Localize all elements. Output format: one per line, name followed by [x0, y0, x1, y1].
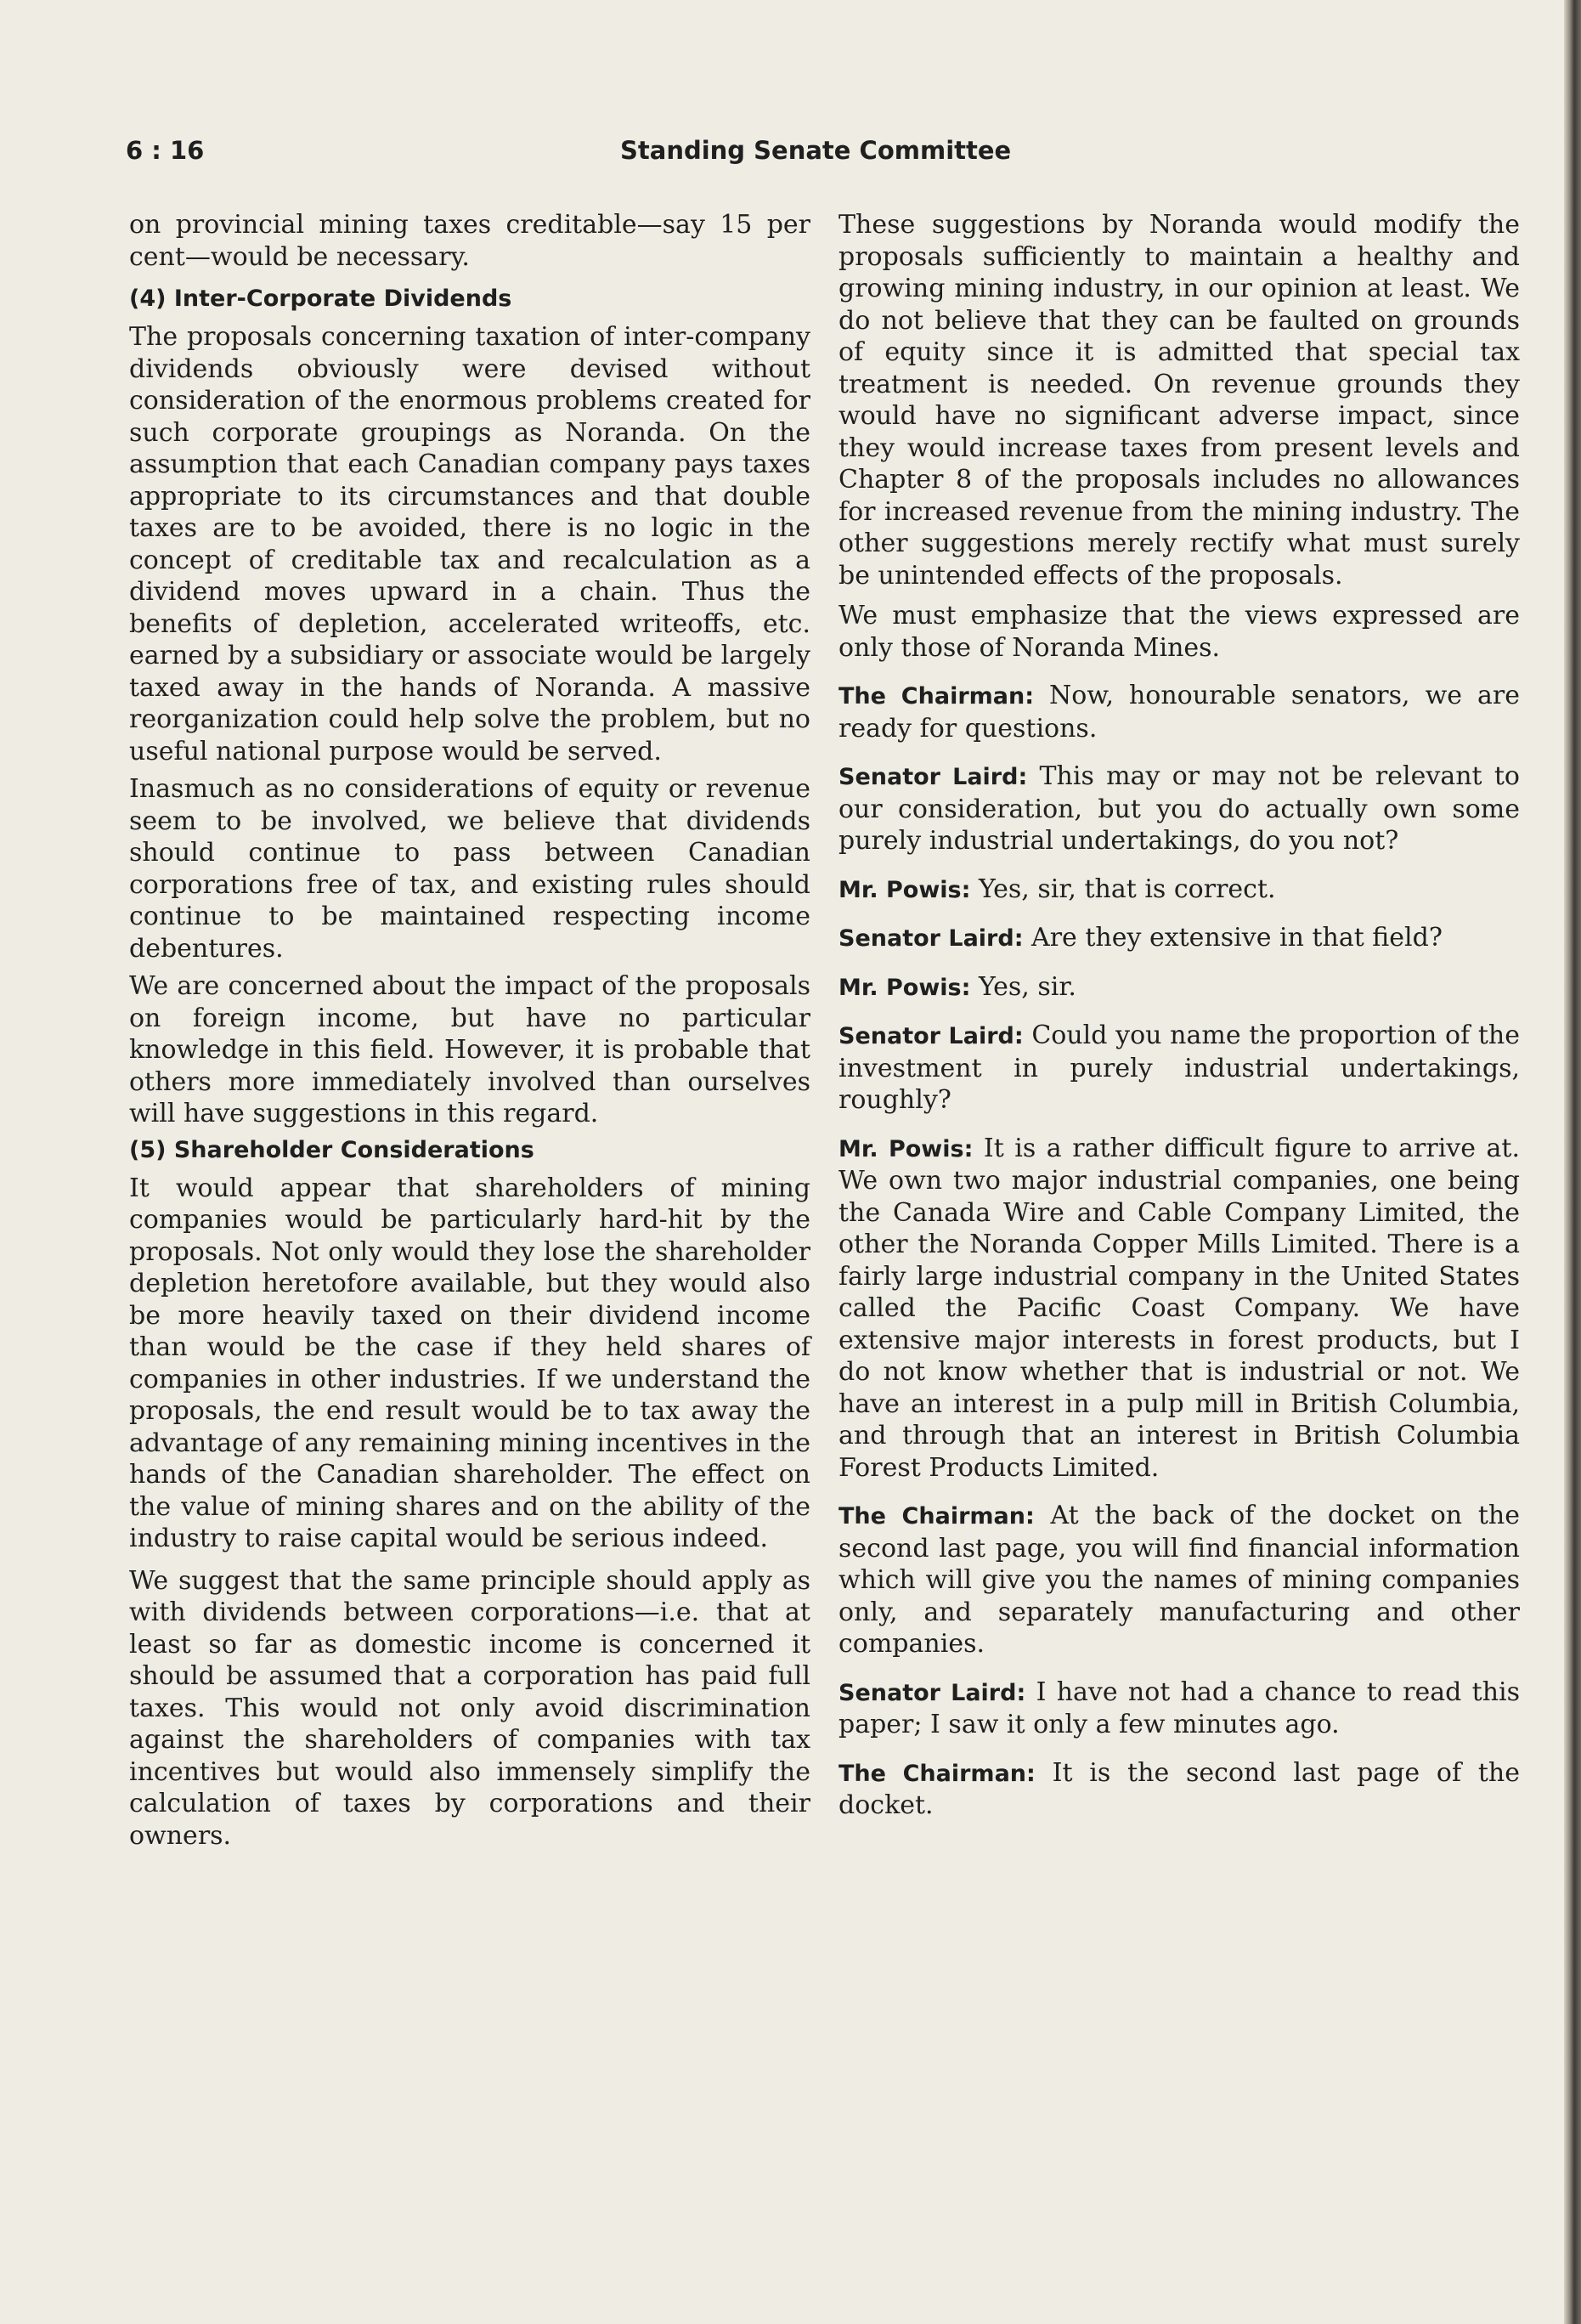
speech-paragraph	[838, 1020, 1520, 1117]
speech-paragraph	[838, 761, 1520, 857]
speech-paragraph	[838, 680, 1520, 744]
speaker-name: The Chairman:	[838, 683, 1035, 710]
speaker-name: Senator Laird:	[838, 1023, 1024, 1049]
speech-text: Now, honourable senators, we are ready for questions.	[838, 681, 1520, 744]
paragraph: It would appear that shareholders of mining companies would be particularly hard-hit by the proposals. Not only would they lose the shareholder depletion heretofore available, but they would also be more heavily taxed on their dividend income than would be the case if they held shares of companies in other industries. If we understand the proposals, the end result would be to tax away the advantage of any remaining mining incentives in the hands of the Canadian shareholder. The effect on the value of mining shares and on the ability of the industry to raise capital would be serious indeed.	[129, 1173, 810, 1553]
speech-paragraph	[838, 1757, 1520, 1822]
running-title: Standing Senate Committee	[620, 136, 1012, 165]
page-header	[126, 136, 1383, 178]
right-column	[838, 209, 1520, 1828]
paragraph: We must emphasize that the views expressed are only those of Noranda Mines.	[838, 601, 1520, 663]
paragraph: The proposals concerning taxation of inter-company dividends obviously were devised without consideration of the enormous problems created for such corporate groupings as Noranda. On the assumption that each Canadian company pays taxes appropriate to its circumstances and that double taxes are to be avoided, there is no logic in the concept of creditable tax and recalculation as a dividend moves upward in a chain. Thus the benefits of depletion, accelerated writeoffs, etc. earned by a subsidiary or associate would be largely taxed away in the hands of Noranda. A massive reorganization could help solve the problem, but no useful national purpose would be served.	[129, 322, 810, 766]
speech-text: This may or may not be relevant to our consideration, but you do actually own some purely industrial undertakings, do you not?	[838, 761, 1520, 856]
speech-paragraph	[838, 1677, 1520, 1741]
speaker-name: Mr. Powis:	[838, 974, 971, 1001]
section-heading: (4) Inter-Corporate Dividends	[129, 286, 512, 312]
speech-text: It is a rather difficult figure to arrive at. We own two major industrial companies, one being the Canada Wire and Cable Company Limited, the other the Noranda Copper Mills Limited. There is a fairly large industrial company in the United States called the Pacific Coast Company. We have extensive major interests in forest products, but I do not know whether that is industrial or not. We have an interest in a pulp mill in British Columbia, and through that an interest in British Columbia Forest Products Limited.	[838, 1133, 1520, 1483]
speech-text: Yes, sir, that is correct.	[978, 874, 1276, 904]
speech-paragraph	[838, 874, 1520, 907]
speaker-name: Mr. Powis:	[838, 876, 971, 903]
speech-text: I have not had a chance to read this paper; I saw it only a few minutes ago.	[838, 1677, 1521, 1739]
speech-paragraph	[838, 922, 1520, 955]
left-column	[129, 209, 810, 1858]
speech-text: At the back of the docket on the second last page, you will find financial information which will give you the names of mining companies only, and separately manufacturing and other companies.	[838, 1501, 1520, 1659]
speech-text: Could you name the proportion of the investment in purely industrial undertakings, roughly?	[838, 1021, 1520, 1115]
section-heading: (5) Shareholder Considerations	[129, 1136, 534, 1163]
speaker-name: Mr. Powis:	[838, 1135, 974, 1162]
page-edge-shadow	[1564, 0, 1581, 2324]
paragraph: Inasmuch as no considerations of equity or revenue seem to be involved, we believe that dividends should continue to pass between Canadian corporations free of tax, and existing rules should continue to be maintained respecting income debentures.	[129, 774, 810, 964]
speech-text: It is the second last page of the docket.	[838, 1757, 1520, 1820]
speaker-name: Senator Laird:	[838, 1679, 1026, 1706]
speaker-name: Senator Laird:	[838, 764, 1028, 790]
speech-paragraph	[838, 1133, 1520, 1484]
speech-paragraph	[838, 971, 1520, 1004]
speech-text: Yes, sir.	[978, 971, 1076, 1002]
speaker-name: Senator Laird:	[838, 925, 1024, 952]
page-number: 6 : 16	[126, 136, 205, 165]
speaker-name: The Chairman:	[838, 1503, 1035, 1530]
speaker-name: The Chairman:	[838, 1760, 1036, 1787]
paragraph: on provincial mining taxes creditable—say 15 per cent—would be necessary.	[129, 210, 810, 272]
paragraph: These suggestions by Noranda would modify the proposals sufficiently to maintain a healthy and growing mining industry, in our opinion at least. We do not believe that they can be faulted on grounds of equity since it is admitted that special tax treatment is needed. On revenue grounds they would have no significant adverse impact, since they would increase taxes from present levels and Chapter 8 of the proposals includes no allowances for increased revenue from the mining industry. The other suggestions merely rectify what must surely be unintended effects of the proposals.	[838, 210, 1520, 591]
speech-paragraph	[838, 1500, 1520, 1660]
speech-text: Are they extensive in that field?	[1031, 923, 1443, 953]
paragraph: We suggest that the same principle should apply as with dividends between corporations—i.e. that at least so far as domestic income is concerned it should be assumed that a corporation has paid full taxes. This would not only avoid discrimination against the shareholders of companies with tax incentives but would also immensely simplify the calculation of taxes by corporations and their owners.	[129, 1565, 810, 1851]
paragraph: We are concerned about the impact of the proposals on foreign income, but have no particular knowledge in this field. However, it is probable that others more immediately involved than ourselves will have suggestions in this regard.	[129, 971, 810, 1128]
